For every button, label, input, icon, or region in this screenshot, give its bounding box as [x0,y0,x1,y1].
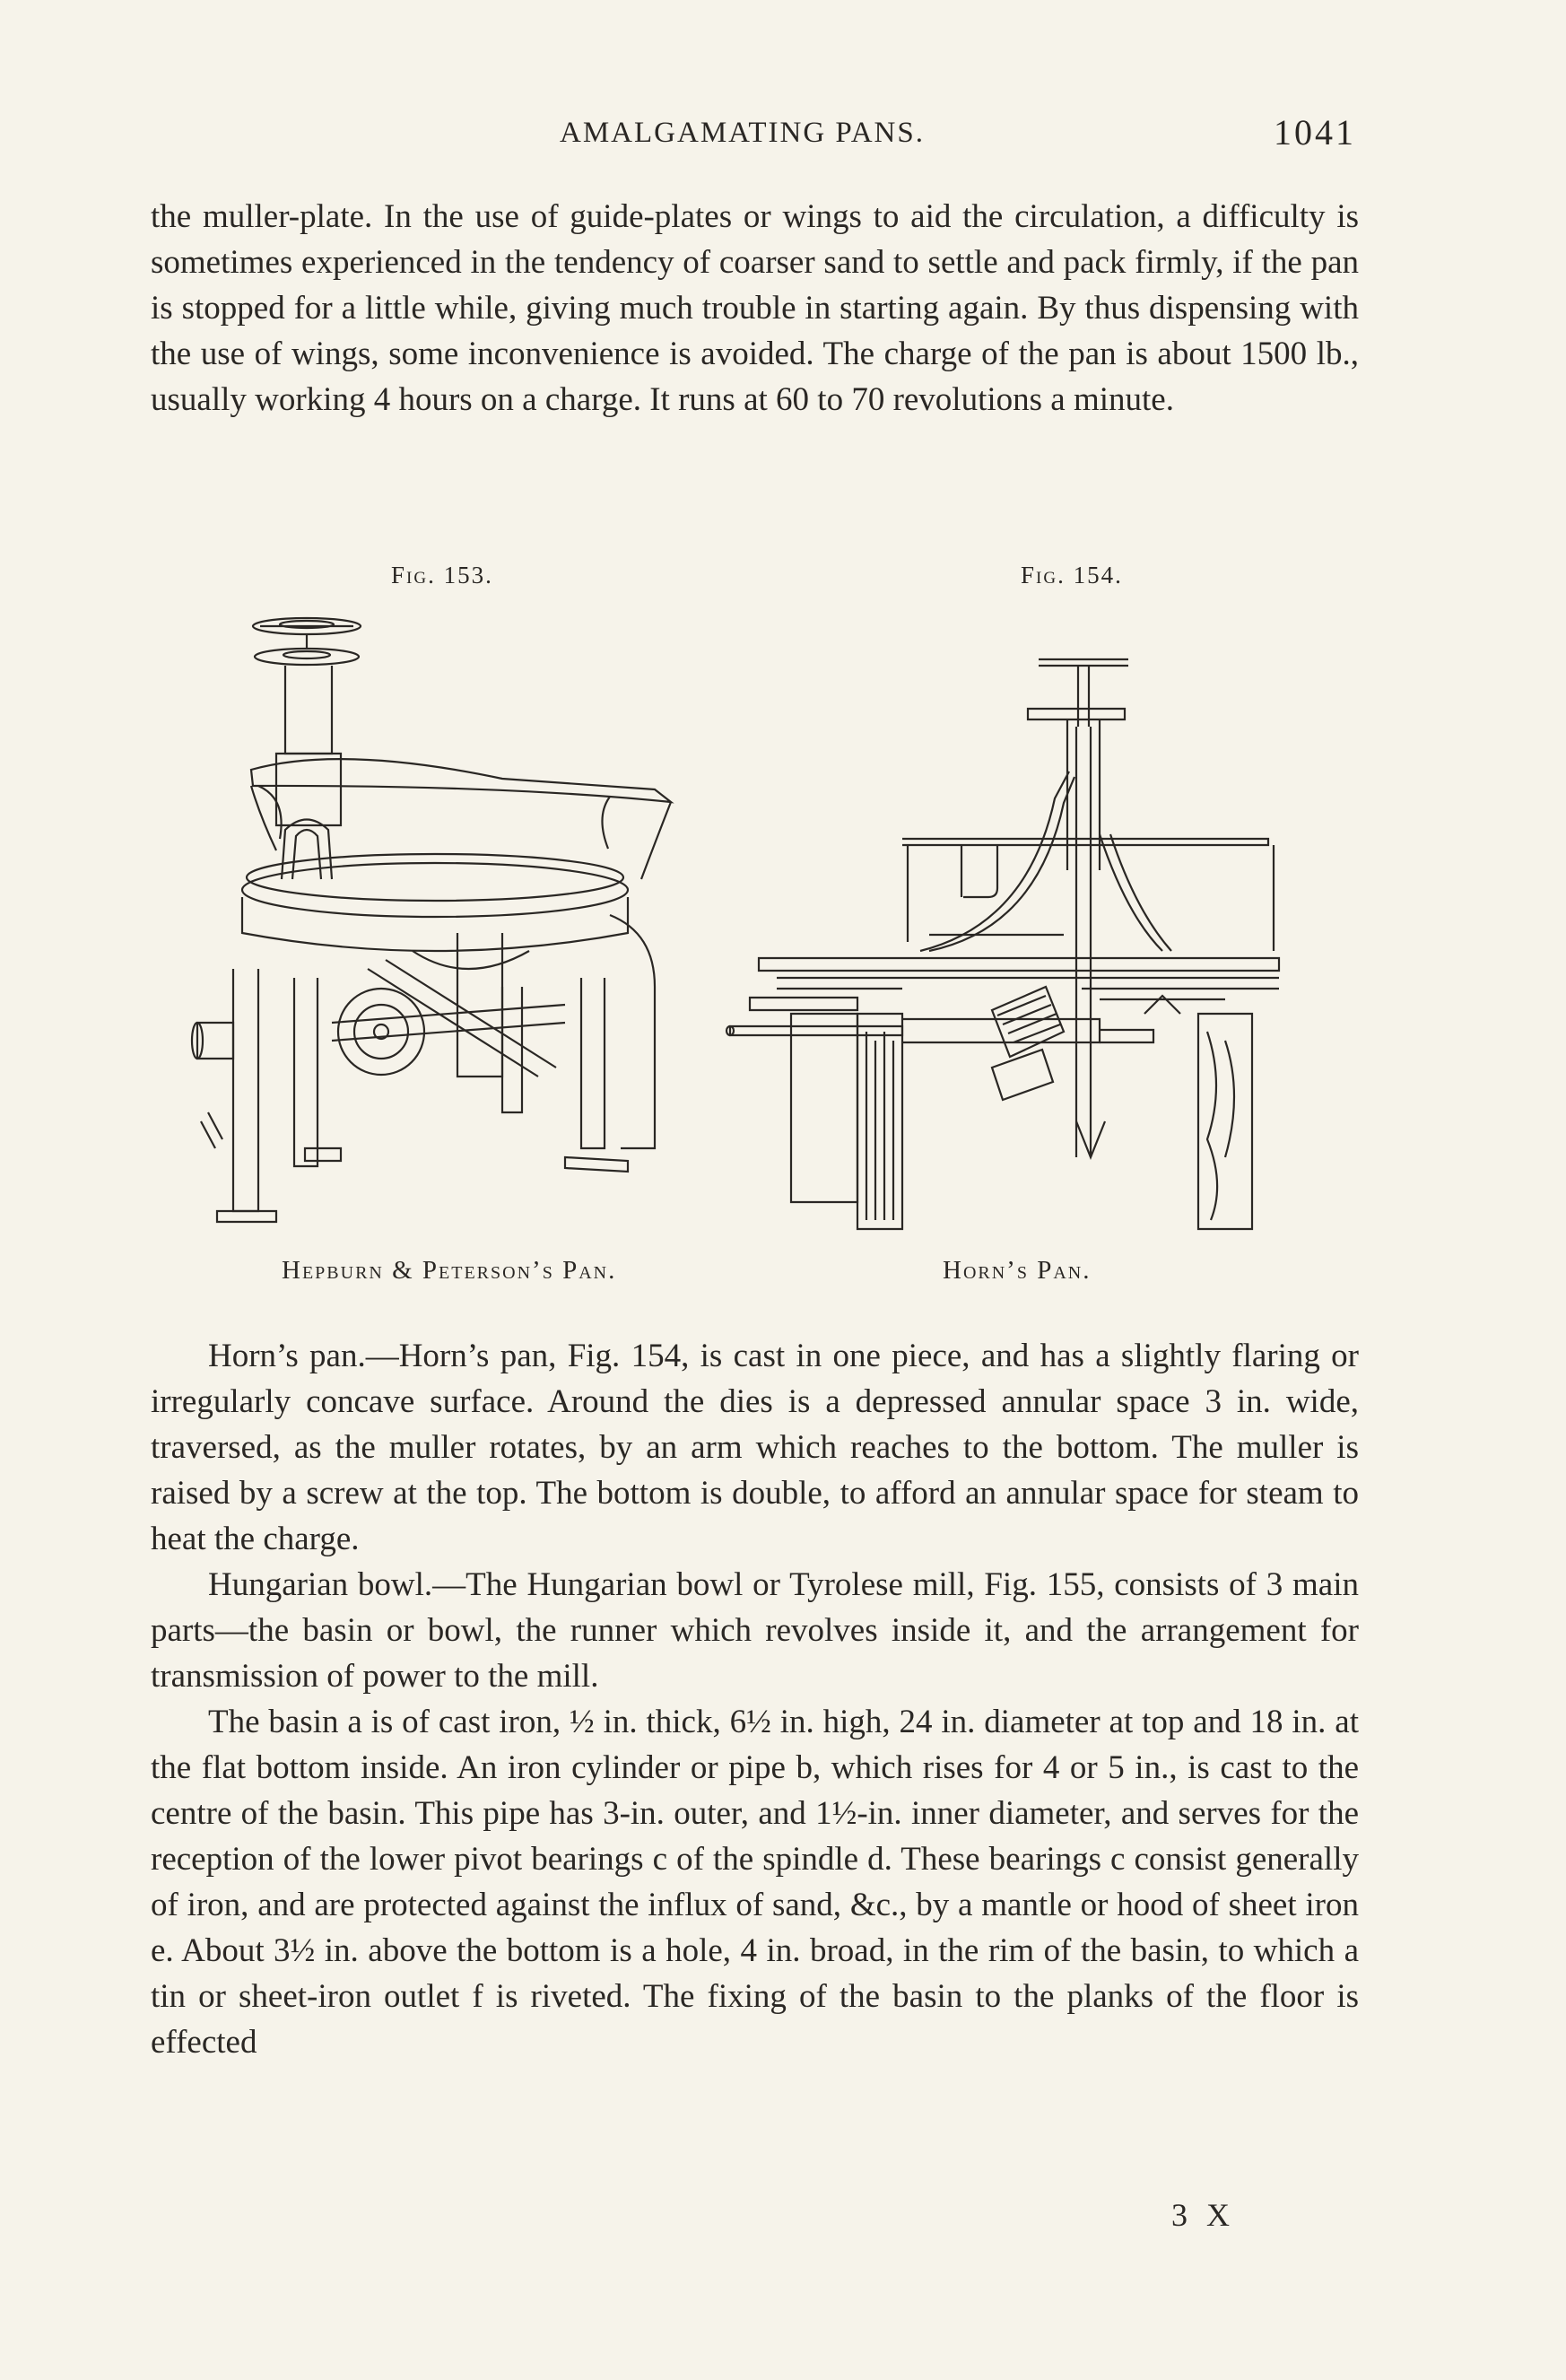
running-head [0,111,1566,156]
paragraph-horns-pan: Horn’s pan.—Horn’s pan, Fig. 154, is cast in one piece, and has a slightly flaring or irregularly concave surface. Around the dies is a depressed annular space 3 in. wide, traversed, as the muller rotates, by an arm which reaches to the bottom. The muller is raised by a screw at the top. The bottom is double, to afford an annular space for steam to heat the charge. [151,1338,1359,1557]
signature-mark: 3 X [1171,2197,1235,2233]
figure-153-drawing [233,610,735,1238]
page-number: 1041 [1274,112,1356,153]
paragraph-basin: The basin a is of cast iron, ½ in. thick, 6½ in. high, 24 in. diameter at top and 18 in. at the flat bottom inside. An iron cylinder or pipe b, which rises for 4 or 5 in., is cast to the centre of the basin. This pipe has 3-in. outer, and 1½-in. inner diameter, and serves for the reception of the lower pivot bearings c of the spindle d. These bearings c consist generally of iron, and are protected against the influx of sand, &c., by a mantle or hood of sheet iron e. About 3½ in. above the bottom is a hole, 4 in. broad, in the rim of the basin, to which a tin or sheet-iron outlet f is riveted. The fixing of the basin to the planks of the floor is effected [151,1704,1359,2061]
paragraph-block-lower [151,1333,1359,2065]
figure-153-caption: Hepburn & Peterson’s Pan. [282,1256,617,1285]
figure-153-label: Fig. 153. [391,562,493,588]
paragraph: the muller-plate. In the use of guide-plates or wings to aid the circulation, a difficulty is sometimes experienced in the tendency of coarser sand to settle and pack firmly, if the pan is stopped for a little while, giving much trouble in starting again. By thus dispensing with the use of wings, some inconvenience is avoided. The charge of the pan is about 1500 lb., usually working 4 hours on a charge. It runs at 60 to 70 revolutions a minute. [151,198,1359,418]
running-title: AMALGAMATING PANS. [560,117,925,149]
figure-154-caption: Horn’s Pan. [943,1256,1092,1285]
figure-154-drawing [723,655,1279,1247]
figure-154-label: Fig. 154. [1021,562,1123,588]
paragraph-hungarian-bowl: Hungarian bowl.—The Hungarian bowl or Tyrolese mill, Fig. 155, consists of 3 main parts—the basin or bowl, the runner which revolves inside it, and the arrangement for transmission of power to the mill. [151,1566,1359,1695]
paragraph-block-top [151,194,1359,423]
